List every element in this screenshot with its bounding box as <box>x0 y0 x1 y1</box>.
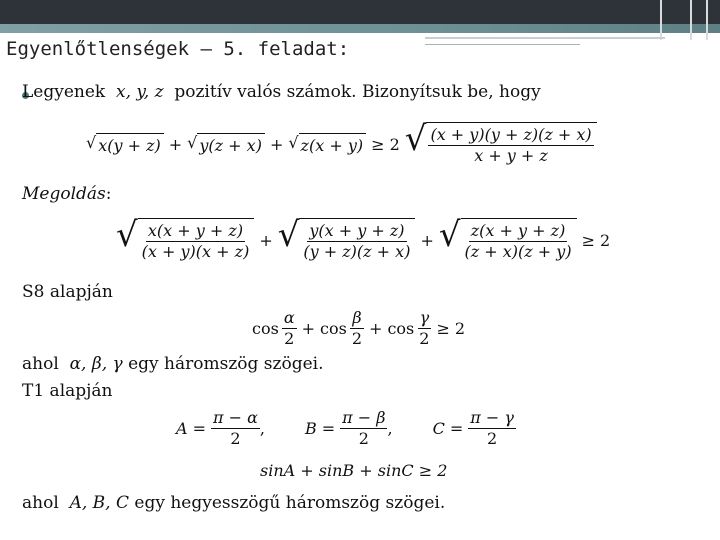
sqrt-fraction: √ $\frac{z(x + y + z)}{(z + x)(z + y)}$ <box>439 218 577 262</box>
variables-xyz: x, y, z <box>116 82 164 102</box>
header-stripe <box>706 0 708 40</box>
solution-inequality: √ $\frac{x(x + y + z)}{(x + y)(x + z)}$ + √ $\frac{y(x + y + z)}{(y + z)(z + x)}$ + √ $\frac{z(x + y + z)}{(z + x)(z + y)}$ ≥ 2 <box>116 204 615 276</box>
sqrt-fraction: √ $\frac{(x + y)(y + z)(z + x)}{x + y + z}$ <box>405 122 597 166</box>
problem-statement <box>22 82 541 102</box>
fraction: $\frac{\pi - \gamma}{2}$ <box>470 407 514 448</box>
header-teal-strip <box>0 24 720 33</box>
header-stripe <box>690 0 692 40</box>
solution-label: Megoldás: <box>22 184 112 204</box>
ahol-acute-line: ahol A, B, C egy hegyesszögű háromszög szögei. <box>22 493 446 513</box>
header-stripe <box>660 0 662 40</box>
header-line <box>425 37 665 39</box>
fraction: $\frac{y(x + y + z)}{(y + z)(z + x)}$ <box>303 221 411 261</box>
fraction: $\frac{\pi - \alpha}{2}$ <box>212 407 258 448</box>
ge-two: ≥ 2 <box>581 230 611 250</box>
t1-label: T1 alapján <box>22 381 113 401</box>
cos-inequality: cos $\frac{\alpha}{2}$ + cos $\frac{\beta}{2}$ + cos $\frac{\gamma}{2}$ ≥ 2 <box>252 307 466 348</box>
header-dark-strip <box>0 0 720 24</box>
fraction: $\frac{\gamma}{2}$ <box>419 307 430 348</box>
slide-title: Egyenlőtlenségek – 5. feladat: <box>6 38 350 60</box>
fraction: $\frac{x(x + y + z)}{(x + y)(x + z)}$ <box>141 221 250 261</box>
statement-rest: pozitív valós számok. Bizonyítsuk be, hogy <box>174 82 541 102</box>
ahol-angles-line: ahol α, β, γ egy háromszög szögei. <box>22 354 324 374</box>
sqrt-fraction: √ $\frac{x(x + y + z)}{(x + y)(x + z)}$ <box>116 218 254 262</box>
fraction: $\frac{(x + y)(y + z)(z + x)}{x + y + z}$ <box>430 125 592 165</box>
sqrt-term: √ y(z + x) <box>187 133 265 155</box>
ge-two: ≥ 2 <box>371 134 400 154</box>
fraction: $\frac{\alpha}{2}$ <box>283 307 295 348</box>
fraction: $\frac{z(x + y + z)}{(z + x)(z + y)}$ <box>464 221 572 261</box>
sqrt-term: √ x(y + z) <box>86 133 164 155</box>
title-rule <box>425 44 580 45</box>
sin-inequality: sinA + sinB + sinC ≥ 2 <box>260 460 448 480</box>
sqrt-term: √ z(x + y) <box>288 133 366 155</box>
angle-definitions: A = $\frac{\pi - \alpha}{2}$ , B = $\frac{\pi - \beta}{2}$ , C = $\frac{\pi - \gamma}{2}$ <box>176 407 514 448</box>
fraction: $\frac{\beta}{2}$ <box>351 307 363 348</box>
inequality-to-prove: √ x(y + z) + √ y(z + x) + √ z(x + y) ≥ 2 √ $\frac{(x + y)(y + z)(z + x)}{x + y + z}$ <box>86 112 597 176</box>
word-legyenek: Legyenek <box>22 82 106 102</box>
fraction: $\frac{\pi - \beta}{2}$ <box>342 407 386 448</box>
header-band <box>0 0 720 40</box>
sqrt-fraction: √ $\frac{y(x + y + z)}{(y + z)(z + x)}$ <box>278 218 416 262</box>
s8-label: S8 alapján <box>22 282 113 302</box>
